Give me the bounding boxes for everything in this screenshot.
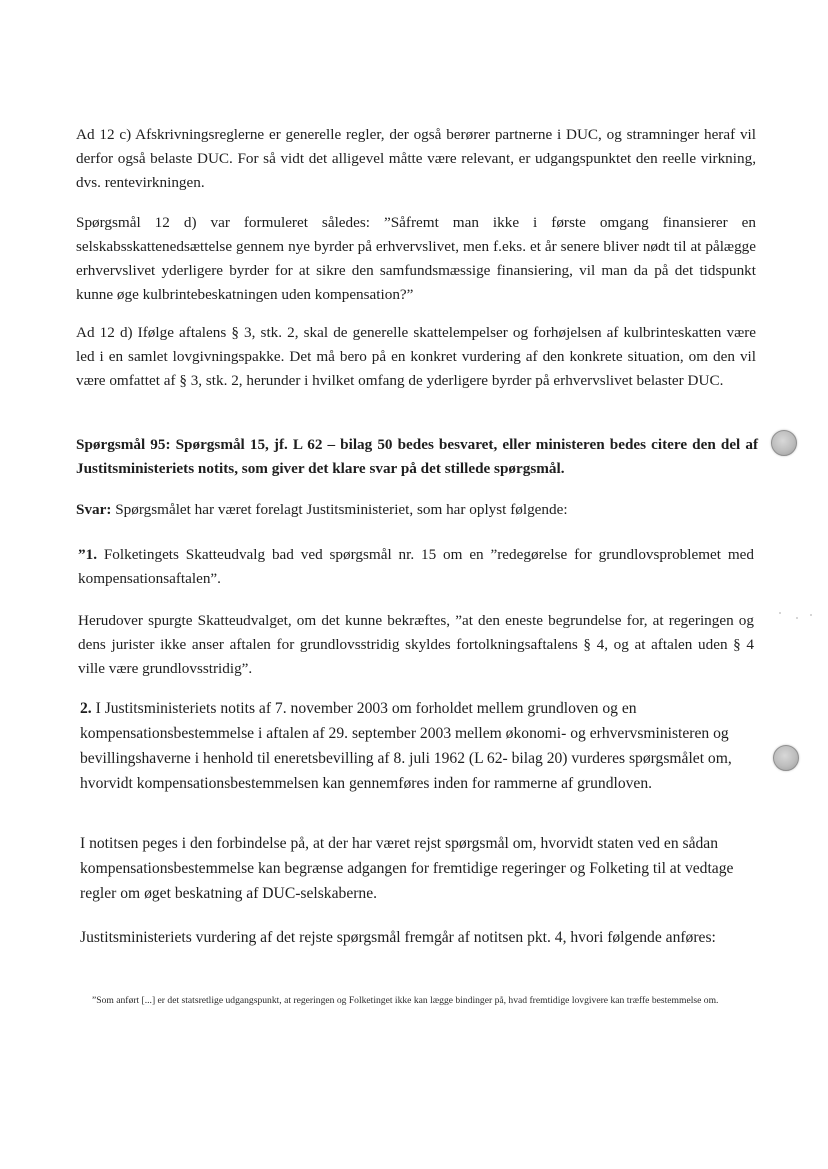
paragraph-ad-12c: Ad 12 c) Afskrivningsreglerne er generelle regler, der også berører partnerne i DUC, og stramninger heraf vil derfor også belaste DUC. For så vidt det alligevel måtte være relevant, er udgangspunktet den reelle virkning, dvs. rentevirkningen. — [76, 126, 756, 191]
answer-text: Spørgsmålet har været forelagt Justitsministeriet, som har oplyst følgende: — [111, 501, 568, 518]
paragraph-notits: I notitsen peges i den forbindelse på, at der har været rejst spørgsmål om, hvorvidt staten ved en sådan kompensationsbestemmelse kan begrænse adgangen for fremtidige regeringer og Folketing til at vedtage regler om øget beskatning af DUC-selskaberne. — [80, 835, 734, 902]
paragraph-question-95: Spørgsmål 95: Spørgsmål 15, jf. L 62 – bilag 50 bedes besvaret, eller ministeren bedes citere den del af Justitsministeriets notits, som giver det klare svar på det stillede spørgsmål. — [76, 436, 758, 477]
scan-speck — [796, 617, 798, 619]
point-1-lead: ”1. — [78, 546, 97, 563]
paragraph-answer — [76, 498, 756, 522]
quoted-excerpt: ”Som anført [...] er det statsretlige udgangspunkt, at regeringen og Folketinget ikke kan lægge bindinger på, hvad fremtidige lovgivere kan træffe bestemmelse om. — [92, 995, 719, 1006]
paragraph-point-1 — [78, 543, 754, 591]
point-2-lead: 2. — [80, 700, 92, 717]
paragraph-vurdering: Justitsministeriets vurdering af det rejste spørgsmål fremgår af notitsen pkt. 4, hvori følgende anføres: — [80, 929, 716, 946]
point-2-text: I Justitsministeriets notits af 7. november 2003 om forholdet mellem grundloven og en kompensationsbestemmelse i aftalen af 29. september 2003 mellem økonomi- og erhvervsministeren og bevillingshaverne i henhold til eneretsbevilling af 8. juli 1962 (L 62- bilag 20) vurderes spørgsmålet om, hvorvidt kompensationsbestemmelsen kan gennemføres inden for rammerne af grundloven. — [80, 700, 732, 792]
paragraph-ad-12d: Ad 12 d) Ifølge aftalens § 3, stk. 2, skal de generelle skattelempelser og forhøjelsen af kulbrinteskatten være led i en samlet lovgivningspakke. Det må bero på en konkret vurdering af den konkrete situation, om den vil være omfattet af § 3, stk. 2, herunder i hvilket omfang de yderligere byrder på erhvervslivet belaster DUC. — [76, 324, 756, 389]
paragraph-question-12d: Spørgsmål 12 d) var formuleret således: ”Såfremt man ikke i første omgang finansierer en selskabsskattenedsættelse gennem nye byrder på erhvervslivet, men f.eks. et år senere bliver nødt til at pålægge erhvervslivet yderligere byrder for at sikre den samfundsmæssige finansiering, vil man da på det tidspunkt kunne øge kulbrintebeskatningen uden kompensation?” — [76, 214, 756, 303]
punch-hole-bottom — [773, 745, 799, 771]
scan-speck — [779, 612, 781, 614]
scan-speck — [810, 614, 812, 616]
paragraph-herudover: Herudover spurgte Skatteudvalget, om det kunne bekræftes, ”at den eneste begrundelse for, at regeringen og dens jurister ikke anser aftalen for grundlovsstridig skyldes fortolkningsaftalens § 4, og at aftalen uden § 4 ville være grundlovsstridig”. — [78, 612, 754, 677]
point-1-text: Folketingets Skatteudvalg bad ved spørgsmål nr. 15 om en ”redegørelse for grundlovsproblemet med kompensationsaftalen”. — [78, 546, 754, 587]
punch-hole-top — [771, 430, 797, 456]
answer-lead: Svar: — [76, 501, 112, 518]
paragraph-point-2 — [80, 696, 756, 796]
